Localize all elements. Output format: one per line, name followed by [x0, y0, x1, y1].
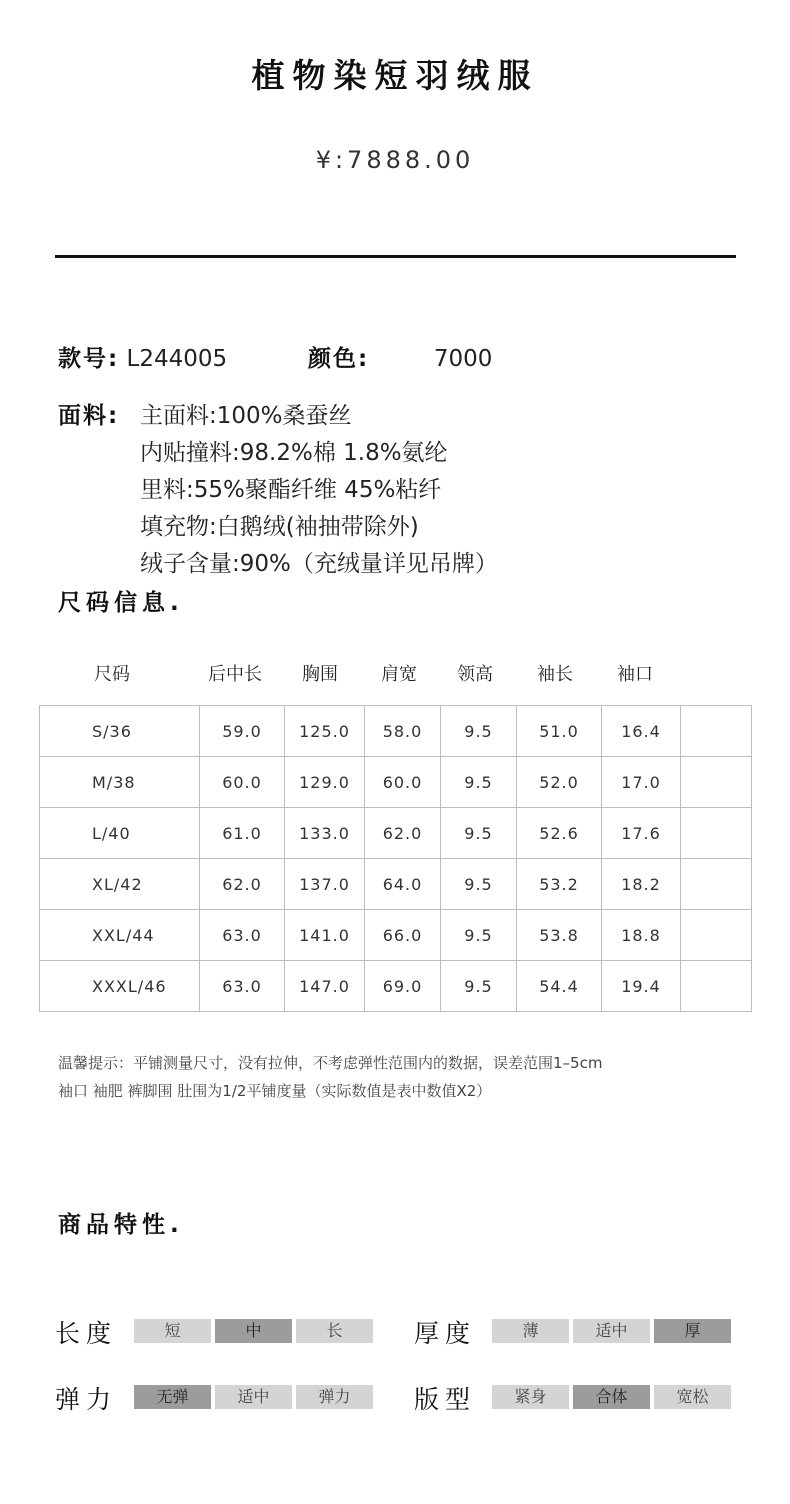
- table-cell: 64.0: [365, 859, 441, 910]
- table-cell: 51.0: [517, 706, 602, 757]
- table-row: [40, 808, 752, 859]
- feature-option: 薄: [492, 1319, 569, 1343]
- table-cell: 60.0: [200, 757, 285, 808]
- feature-option: 紧身: [492, 1385, 569, 1409]
- feature-bar-thickness: [492, 1319, 731, 1343]
- table-cell: 54.4: [517, 961, 602, 1012]
- table-cell: XXL/44: [40, 910, 200, 961]
- table-cell: [681, 910, 752, 961]
- feature-option: 弹力: [296, 1385, 373, 1409]
- table-cell: 9.5: [441, 808, 517, 859]
- product-price: ¥:7888.00: [315, 146, 475, 174]
- feature-label-fit: 版型: [414, 1385, 477, 1414]
- table-cell: 17.6: [602, 808, 681, 859]
- size-info-heading: 尺码信息.: [58, 590, 184, 616]
- measurement-tip: 温馨提示：平铺测量尺寸，没有拉伸，不考虑弹性范围内的数据，误差范围1–5cm: [58, 1054, 603, 1072]
- table-cell: [681, 859, 752, 910]
- table-cell: 147.0: [285, 961, 365, 1012]
- color-value: 7000: [433, 346, 493, 372]
- fabric-filling: 填充物:白鹅绒(袖抽带除外): [140, 514, 419, 540]
- table-cell: 141.0: [285, 910, 365, 961]
- feature-option: 适中: [215, 1385, 292, 1409]
- table-cell: 59.0: [200, 706, 285, 757]
- feature-label-length: 长度: [55, 1319, 118, 1348]
- table-cell: 53.2: [517, 859, 602, 910]
- table-cell: 52.6: [517, 808, 602, 859]
- feature-option: 无弹: [134, 1385, 211, 1409]
- style-number-value: L244005: [126, 346, 228, 372]
- table-cell: 53.8: [517, 910, 602, 961]
- feature-bar-fit: [492, 1385, 731, 1409]
- fabric-main: 主面料:100%桑蚕丝: [140, 403, 352, 429]
- table-cell: 60.0: [365, 757, 441, 808]
- measurement-note: 袖口 袖肥 裤脚围 肚围为1/2平铺度量（实际数值是表中数值X2）: [58, 1082, 492, 1100]
- header-divider: [55, 255, 736, 258]
- table-cell: 66.0: [365, 910, 441, 961]
- color-label: 颜色:: [308, 346, 370, 372]
- style-number-row: [58, 340, 227, 373]
- feature-option: 长: [296, 1319, 373, 1343]
- table-cell: 18.2: [602, 859, 681, 910]
- table-cell: 58.0: [365, 706, 441, 757]
- feature-option: 宽松: [654, 1385, 731, 1409]
- fabric-lining: 里料:55%聚酯纤维 45%粘纤: [140, 477, 442, 503]
- table-cell: 125.0: [285, 706, 365, 757]
- table-cell: 62.0: [200, 859, 285, 910]
- table-cell: [681, 808, 752, 859]
- table-row: [40, 706, 752, 757]
- table-cell: [681, 706, 752, 757]
- table-cell: XL/42: [40, 859, 200, 910]
- table-cell: 137.0: [285, 859, 365, 910]
- table-cell: 63.0: [200, 910, 285, 961]
- feature-option: 短: [134, 1319, 211, 1343]
- feature-bar-elasticity: [134, 1385, 373, 1409]
- feature-option: 厚: [654, 1319, 731, 1343]
- table-cell: 9.5: [441, 961, 517, 1012]
- product-title: 植物染短羽绒服: [251, 56, 539, 95]
- table-cell: 69.0: [365, 961, 441, 1012]
- fabric-down-content: 绒子含量:90%（充绒量详见吊牌）: [140, 551, 498, 577]
- feature-bar-length: [134, 1319, 373, 1343]
- fabric-label: 面料:: [58, 403, 120, 429]
- table-cell: XXXL/46: [40, 961, 200, 1012]
- table-row: [40, 910, 752, 961]
- table-cell: 9.5: [441, 706, 517, 757]
- table-row: [40, 757, 752, 808]
- table-cell: 9.5: [441, 859, 517, 910]
- size-header-cuff: 袖口: [617, 664, 653, 685]
- table-cell: 18.8: [602, 910, 681, 961]
- table-cell: 16.4: [602, 706, 681, 757]
- size-header-back-length: 后中长: [208, 664, 262, 685]
- table-cell: [681, 757, 752, 808]
- table-cell: S/36: [40, 706, 200, 757]
- table-cell: 9.5: [441, 757, 517, 808]
- size-header-chest: 胸围: [302, 664, 338, 685]
- table-cell: 61.0: [200, 808, 285, 859]
- table-cell: 19.4: [602, 961, 681, 1012]
- style-number-label: 款号:: [58, 346, 120, 372]
- table-cell: L/40: [40, 808, 200, 859]
- table-row: [40, 859, 752, 910]
- size-header-sleeve-length: 袖长: [537, 664, 573, 685]
- table-cell: 9.5: [441, 910, 517, 961]
- table-cell: 129.0: [285, 757, 365, 808]
- feature-label-thickness: 厚度: [414, 1319, 477, 1348]
- fabric-inner-contrast: 内贴撞料:98.2%棉 1.8%氨纶: [140, 440, 448, 466]
- size-header-collar: 领高: [457, 664, 493, 685]
- size-header-shoulder: 肩宽: [381, 664, 417, 685]
- feature-option: 适中: [573, 1319, 650, 1343]
- size-header-size: 尺码: [94, 664, 130, 685]
- color-row: [308, 340, 492, 373]
- table-cell: 63.0: [200, 961, 285, 1012]
- table-cell: 52.0: [517, 757, 602, 808]
- features-heading: 商品特性.: [58, 1212, 184, 1238]
- table-cell: [681, 961, 752, 1012]
- feature-option: 中: [215, 1319, 292, 1343]
- table-cell: M/38: [40, 757, 200, 808]
- feature-label-elasticity: 弹力: [55, 1385, 118, 1414]
- table-cell: 133.0: [285, 808, 365, 859]
- feature-option: 合体: [573, 1385, 650, 1409]
- size-table: [39, 705, 752, 1012]
- table-row: [40, 961, 752, 1012]
- table-cell: 17.0: [602, 757, 681, 808]
- table-cell: 62.0: [365, 808, 441, 859]
